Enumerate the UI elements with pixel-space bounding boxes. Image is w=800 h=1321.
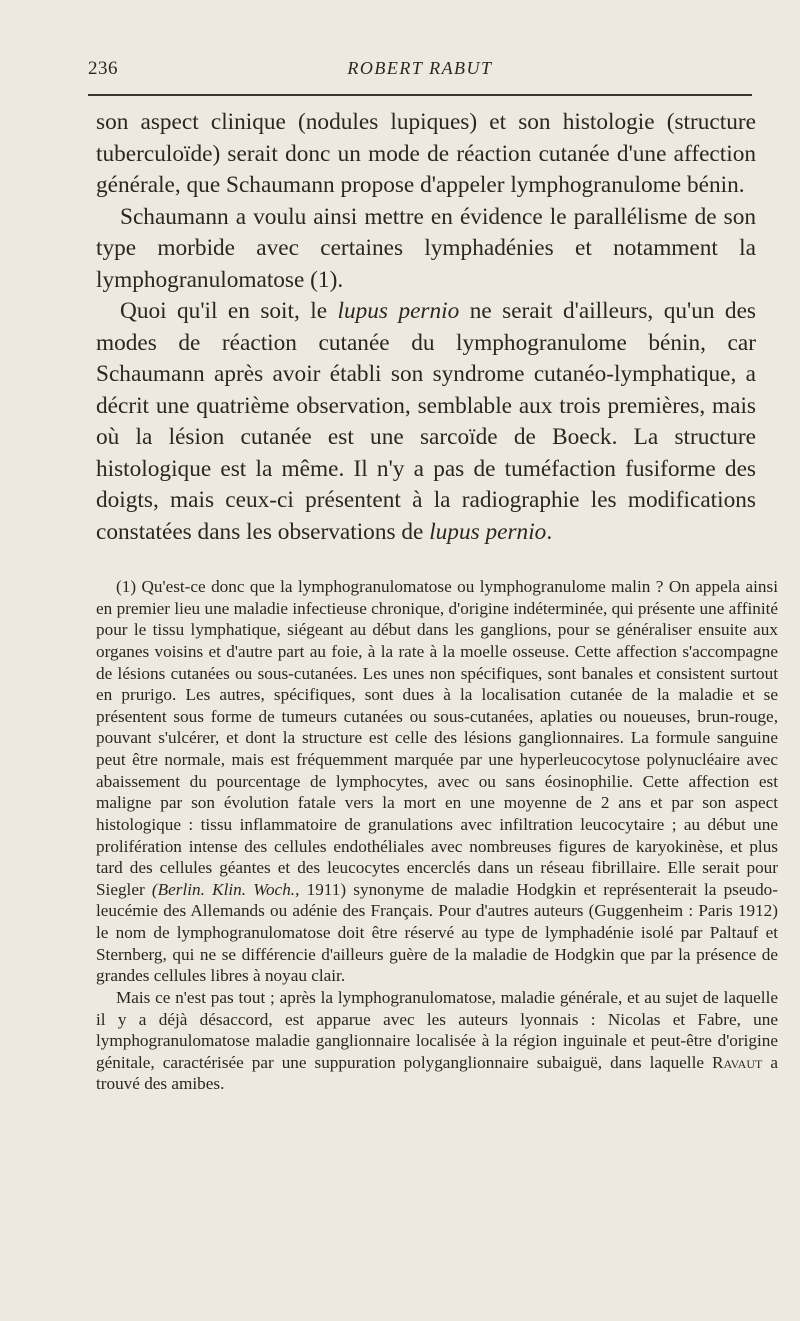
header-rule [88,94,752,96]
paragraph-2: Schaumann a voulu ainsi mettre en évidence le parallélisme de son type morbide avec certaines lymphadénies et notamment la lymphogranulomatose (1). [96,203,756,293]
footnote-2 [96,987,778,1095]
paragraph-3-part-a: Quoi qu'il en soit, le [120,298,338,324]
paragraph-3-part-c: . [546,518,553,545]
footnote-citation-italic: (Berlin. Klin. Woch., [151,879,300,899]
author-small-caps: Ravaut [711,1052,763,1072]
paragraph-3-part-b: ne serait d'ailleurs, qu'un des modes de réaction cutanée du lymphogranulome bénin, car Schaumann après avoir établi son syndrome cutanéo-lymphatique, a décrit une quatrième observation, semblable aux trois premières, mais où la lésion cutanée est une sarcoïde de Boeck. La structure histologique est la même. Il n'y a pas de tuméfaction fusiforme des doigts, mais ceux-ci présentent à la radiographie les modifications constatées dans les observations de [96,298,756,545]
paragraph-3 [96,296,756,548]
page-header [88,58,752,88]
footnote-1-part-a: (1) Qu'est-ce donc que la lymphogranulomatose ou lymphogranulome malin ? On appela ainsi en premier lieu une maladie infectieuse chronique, d'origine indéterminée, qui présente une affinité pour le tissu lymphatique, siégeant au début dans les ganglions, pour se généraliser ensuite aux organes voisins et d'autre part au foie, à la rate à la moelle osseuse. Cette affection s'accompagne de lésions cutanées ou sous-cutanées. Les unes non spécifiques, sont banales et consistent surtout en prurigo. Les autres, spécifiques, sont dues à la localisation cutanée de la maladie et se présentent sous forme de tumeurs cutanées ou sous-cutanées, aplaties ou noueuses, brun-rouge, pouvant s'ulcérer, et dont la structure est celle des lésions ganglionnaires. La formule sanguine peut être normale, mais est fréquemment marquée par une hyperleucocytose polynucléaire avec abaissement du pourcentage de lymphocytes, avec ou sans éosinophilie. Cette affection est maligne par son évolution fatale vers la mort en une moyenne de 2 ans et par son aspect histologique : tissu inflammatoire de granulations avec infiltration leucocytaire ; au début une prolifération intense des cellules endothéliales avec nombreuses figures de karyokinèse, et plus tard des cellules géantes et des leucocytes encerclés dans un réseau fibrillaire. Elle serait pour Siegler [96,577,778,899]
lupus-pernio-italic-2: lupus pernio [429,518,547,545]
page-number: 236 [88,58,118,79]
footnote-2-part-b: a trouvé des amibes. [96,1052,778,1094]
paragraph-1: son aspect clinique (nodules lupiques) et son histologie (structure tuberculoïde) serait donc un mode de réaction cutanée d'une affection générale, que Schaumann propose d'appeler lymphogranulome bénin. [96,109,756,198]
running-head: ROBERT RABUT [347,58,493,78]
footnote-1 [96,576,778,987]
footnote-2-part-a: Mais ce n'est pas tout ; après la lymphogranulomatose, maladie générale, et au sujet de laquelle il y a déjà désaccord, est apparue avec les auteurs lyonnais : Nicolas et Fabre, une lymphogranulomatose maladie ganglionnaire localisée à la région inguinale et peut-être d'origine génitale, caractérisée par une suppuration polyganglionnaire subaiguë, dans laquelle [96,987,778,1072]
footnote-1-part-b: 1911) synonyme de maladie Hodgkin et représenterait la pseudo-leucémie des Allemands ou adénie des Français. Pour d'autres auteurs (Guggenheim : Paris 1912) le nom de lymphogranulomatose doit être réservé au type de lymphadénie isolé par Paltauf et Sternberg, qui ne se différencie d'ailleurs guère de la maladie de Hodgkin que par la présence de grandes cellules libres à noyau clair. [96,879,778,986]
main-text [96,107,756,548]
lupus-pernio-italic: lupus pernio [337,298,460,324]
footnote-block [96,576,778,1095]
